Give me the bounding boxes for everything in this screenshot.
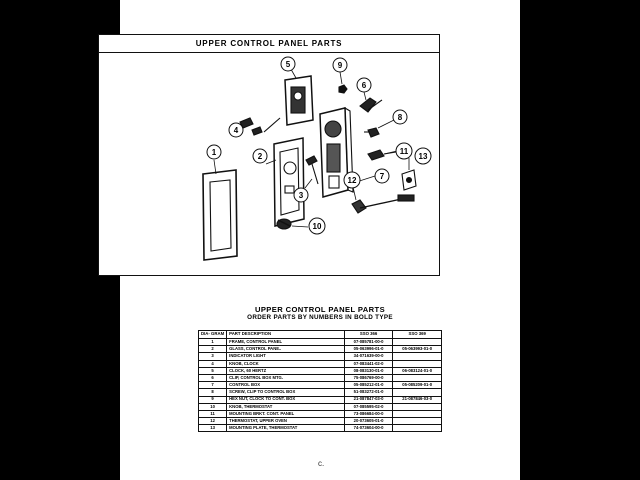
part-indicator-light [306, 156, 318, 184]
cell-diagram-number: 3 [199, 353, 227, 360]
cell-part-description: FRAME, CONTROL PANEL [227, 339, 345, 346]
cell-sso-369 [393, 360, 442, 367]
part-frame-control-panel [203, 170, 237, 260]
svg-text:12: 12 [347, 176, 357, 185]
parts-table-header [199, 331, 442, 339]
part-clip-control-box [360, 98, 382, 112]
svg-text:13: 13 [418, 152, 428, 161]
callout-8 [393, 110, 407, 124]
part-knob-clock [240, 118, 280, 135]
svg-text:2: 2 [257, 152, 263, 161]
parts-table [198, 330, 442, 432]
callout-6 [357, 78, 371, 92]
part-mounting-plate [402, 170, 416, 190]
part-screw [364, 128, 379, 137]
table-row [199, 403, 442, 410]
cell-sso-366: 07-085595-02-0 [344, 403, 393, 410]
cell-sso-369 [393, 403, 442, 410]
part-hex-nut [339, 85, 347, 93]
table-row [199, 425, 442, 432]
table-row [199, 374, 442, 381]
callout-12 [344, 172, 360, 188]
cell-part-description: CLOCK, 60 HERTZ [227, 367, 345, 374]
svg-text:10: 10 [312, 222, 322, 231]
callout-3 [294, 188, 308, 202]
cell-part-description: GLASS, CONTROL PANE.. [227, 346, 345, 353]
cell-sso-369 [393, 425, 442, 432]
cell-diagram-number: 1 [199, 339, 227, 346]
table-row [199, 360, 442, 367]
callout-5 [281, 57, 295, 71]
cell-diagram-number: 2 [199, 346, 227, 353]
cell-diagram-number: 9 [199, 396, 227, 403]
cell-diagram-number: 8 [199, 389, 227, 396]
svg-text:1: 1 [211, 148, 217, 157]
cell-part-description: MOUNTING PLATE, THERMOSTAT [227, 425, 345, 432]
table-row [199, 410, 442, 417]
cell-sso-366: 75-086769-00-0 [344, 374, 393, 381]
cell-part-description: KNOB, THERMOSTAT [227, 403, 345, 410]
cell-diagram-number: 11 [199, 410, 227, 417]
cell-part-description: CONTROL BOX [227, 382, 345, 389]
cell-sso-369 [393, 389, 442, 396]
cell-diagram-number: 7 [199, 382, 227, 389]
cell-sso-369 [393, 418, 442, 425]
cell-sso-366: 73-086684-00-0 [344, 410, 393, 417]
cell-sso-369 [393, 410, 442, 417]
part-mounting-bracket [368, 150, 396, 160]
parts-list-subtitle: ORDER PARTS BY NUMBERS IN BOLD TYPE [247, 314, 393, 321]
parts-table-body [199, 339, 442, 432]
svg-text:8: 8 [397, 113, 403, 122]
cell-diagram-number: 10 [199, 403, 227, 410]
callout-7 [375, 169, 389, 183]
cell-diagram-number: 6 [199, 374, 227, 381]
cell-part-description: MOUNTING BRKT. CONT. PANEL [227, 410, 345, 417]
callout-1 [207, 145, 221, 159]
cell-part-description: CLIP, CONTROL BOX MTG. [227, 374, 345, 381]
cell-sso-366: 05-085212-01-0 [344, 382, 393, 389]
svg-text:5: 5 [285, 60, 291, 69]
cell-sso-366: 74-073604-00-0 [344, 425, 393, 432]
part-knob-thermostat [277, 219, 291, 229]
callout-13 [415, 148, 431, 164]
part-glass-control-panel [274, 138, 304, 226]
callout-9 [333, 58, 347, 72]
cell-sso-366: 08-083130-01-0 [344, 367, 393, 374]
header-part-description: PART DESCRIPTION [227, 331, 345, 339]
callout-11 [396, 143, 412, 159]
exploded-parts-drawing [98, 34, 440, 276]
cell-part-description: KNOB, CLOCK [227, 360, 345, 367]
cell-part-description: INDICATOR LIGHT [227, 353, 345, 360]
cell-part-description: HEX NUT, CLOCK TO CONT. BOX [227, 396, 345, 403]
table-row [199, 382, 442, 389]
cell-sso-366: 20-073605-01-0 [344, 418, 393, 425]
table-row [199, 389, 442, 396]
svg-text:3: 3 [298, 191, 304, 200]
part-thermostat [352, 195, 414, 213]
cell-part-description: THERMOSTAT, UPPER OVEN [227, 418, 345, 425]
right-letterbox-bar [520, 0, 640, 480]
cell-sso-369 [393, 374, 442, 381]
callout-4 [229, 123, 243, 137]
cell-part-description: SCREW, CLIP TO CONTROL BOX [227, 389, 345, 396]
cell-sso-366: 21-087847-03-0 [344, 396, 393, 403]
header-sso-369: SSO 369 [393, 331, 442, 339]
table-row [199, 418, 442, 425]
cell-diagram-number: 4 [199, 360, 227, 367]
table-row [199, 367, 442, 374]
cell-sso-366: 07-083441-02-0 [344, 360, 393, 367]
parts-list-title: UPPER CONTROL PANEL PARTS [254, 305, 386, 314]
svg-text:7: 7 [379, 172, 385, 181]
cell-sso-366: 34-071639-00-0 [344, 353, 393, 360]
cell-sso-369: 05-085209-01-0 [393, 382, 442, 389]
callout-10 [309, 218, 325, 234]
cell-sso-369: 05-063993-01-0 [393, 346, 442, 353]
cell-diagram-number: 13 [199, 425, 227, 432]
svg-text:6: 6 [361, 81, 367, 90]
cell-sso-369 [393, 339, 442, 346]
callout-2 [253, 149, 267, 163]
cell-sso-369: 21-087846-03-0 [393, 396, 442, 403]
cell-diagram-number: 12 [199, 418, 227, 425]
table-row [199, 396, 442, 403]
part-clock [285, 76, 313, 125]
cell-sso-369 [393, 353, 442, 360]
svg-text:11: 11 [399, 147, 409, 156]
page-mark: c. [318, 459, 325, 468]
table-row [199, 353, 442, 360]
cell-sso-369: 06-083124-01-0 [393, 367, 442, 374]
cell-diagram-number: 5 [199, 367, 227, 374]
table-row [199, 346, 442, 353]
diagram-title: UPPER CONTROL PANEL PARTS [195, 39, 343, 48]
cell-sso-366: 05-063996-01-0 [344, 346, 393, 353]
table-row [199, 339, 442, 346]
header-sso-366: SSO 366 [344, 331, 393, 339]
diagram-callouts [207, 57, 431, 234]
svg-text:9: 9 [337, 61, 343, 70]
cell-sso-366: 07-085781-00-0 [344, 339, 393, 346]
cell-sso-366: 51-083272-01-0 [344, 389, 393, 396]
svg-text:4: 4 [233, 126, 239, 135]
header-diagram: DIA- GRAM [199, 331, 227, 339]
